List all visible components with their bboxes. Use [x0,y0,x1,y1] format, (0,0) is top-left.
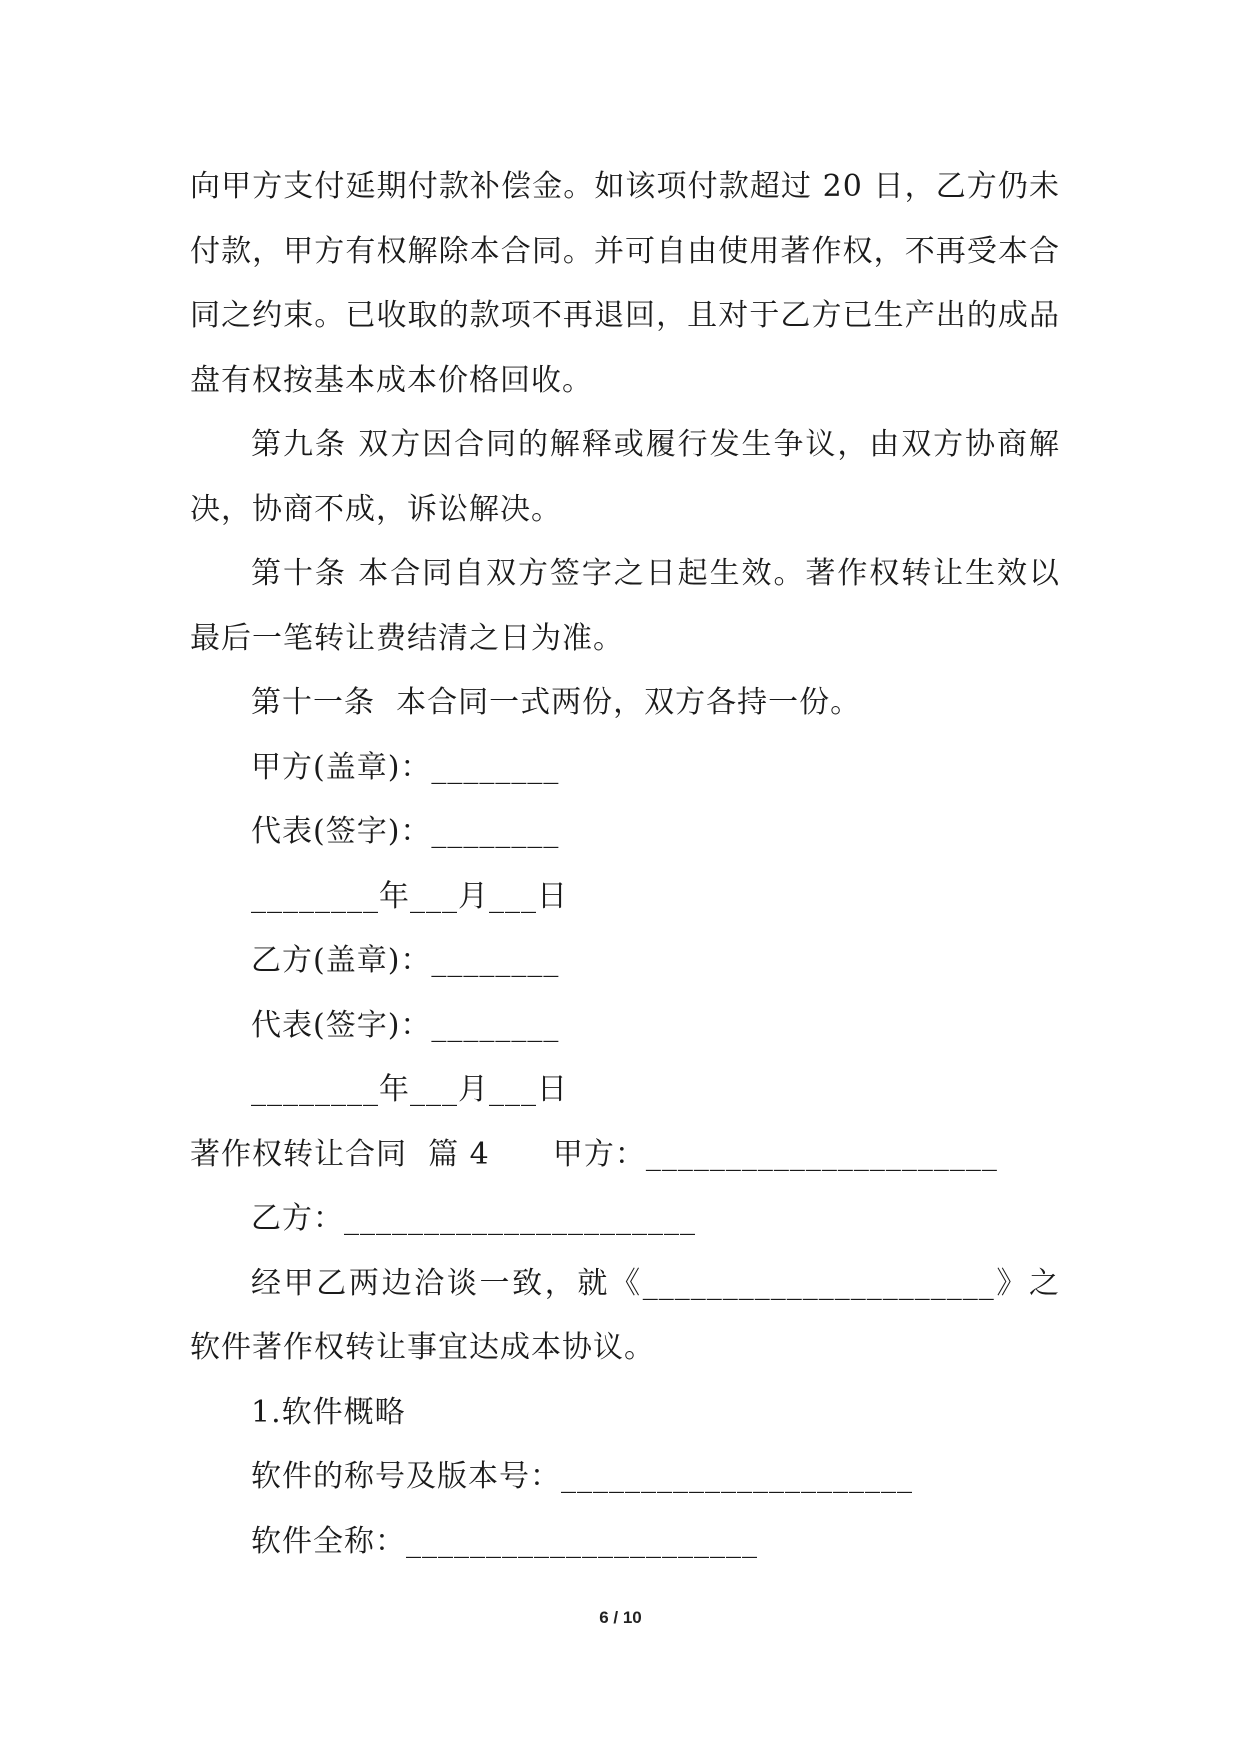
line-party-b: 乙方：______________________ [251,1201,696,1236]
paragraph-article-10: 第十条 本合同自双方签字之日起生效。著作权转让生效以最后一笔转让费结清之日为准。 [190,556,1060,656]
line-article-11: 第十一条 本合同一式两份，双方各持一份。 [251,685,862,720]
section-heading-piece-4: 著作权转让合同 篇 4 甲方：______________________ [190,1136,998,1172]
line-party-b-seal: 乙方(盖章)：________ [251,943,560,978]
line-software-full-name: 软件全称：______________________ [251,1523,758,1559]
line-party-a-date: ________年___月___日 [251,878,568,914]
paragraph-article-9: 第九条 双方因合同的解释或履行发生争议，由双方协商解决，协商不成，诉讼解决。 [190,427,1060,527]
line-party-a-seal: 甲方(盖章)：________ [251,749,560,785]
line-party-a-rep: 代表(签字)：________ [251,814,560,849]
page-number: 6 / 10 [599,1608,642,1627]
paragraph-compensation: 向甲方支付延期付款补偿金。如该项付款超过 20 日，乙方仍未付款，甲方有权解除本合同。并可自由使用著作权，不再受本合同之约束。已收取的款项不再退回，且对于乙方已生产出的成品盘有权按基本成本价格回收。 [190,169,1060,398]
paragraph-agreement: 经甲乙两边洽谈一致，就《______________________》之软件著作权转让事宜达成本协议。 [190,1265,1060,1365]
line-software-name-version: 软件的称号及版本号：______________________ [251,1459,913,1494]
line-party-b-date: ________年___月___日 [251,1072,568,1107]
line-party-b-rep: 代表(签字)：________ [251,1007,560,1043]
document-body [190,155,1060,1574]
section-software-overview: 1.软件概略 [251,1394,406,1430]
